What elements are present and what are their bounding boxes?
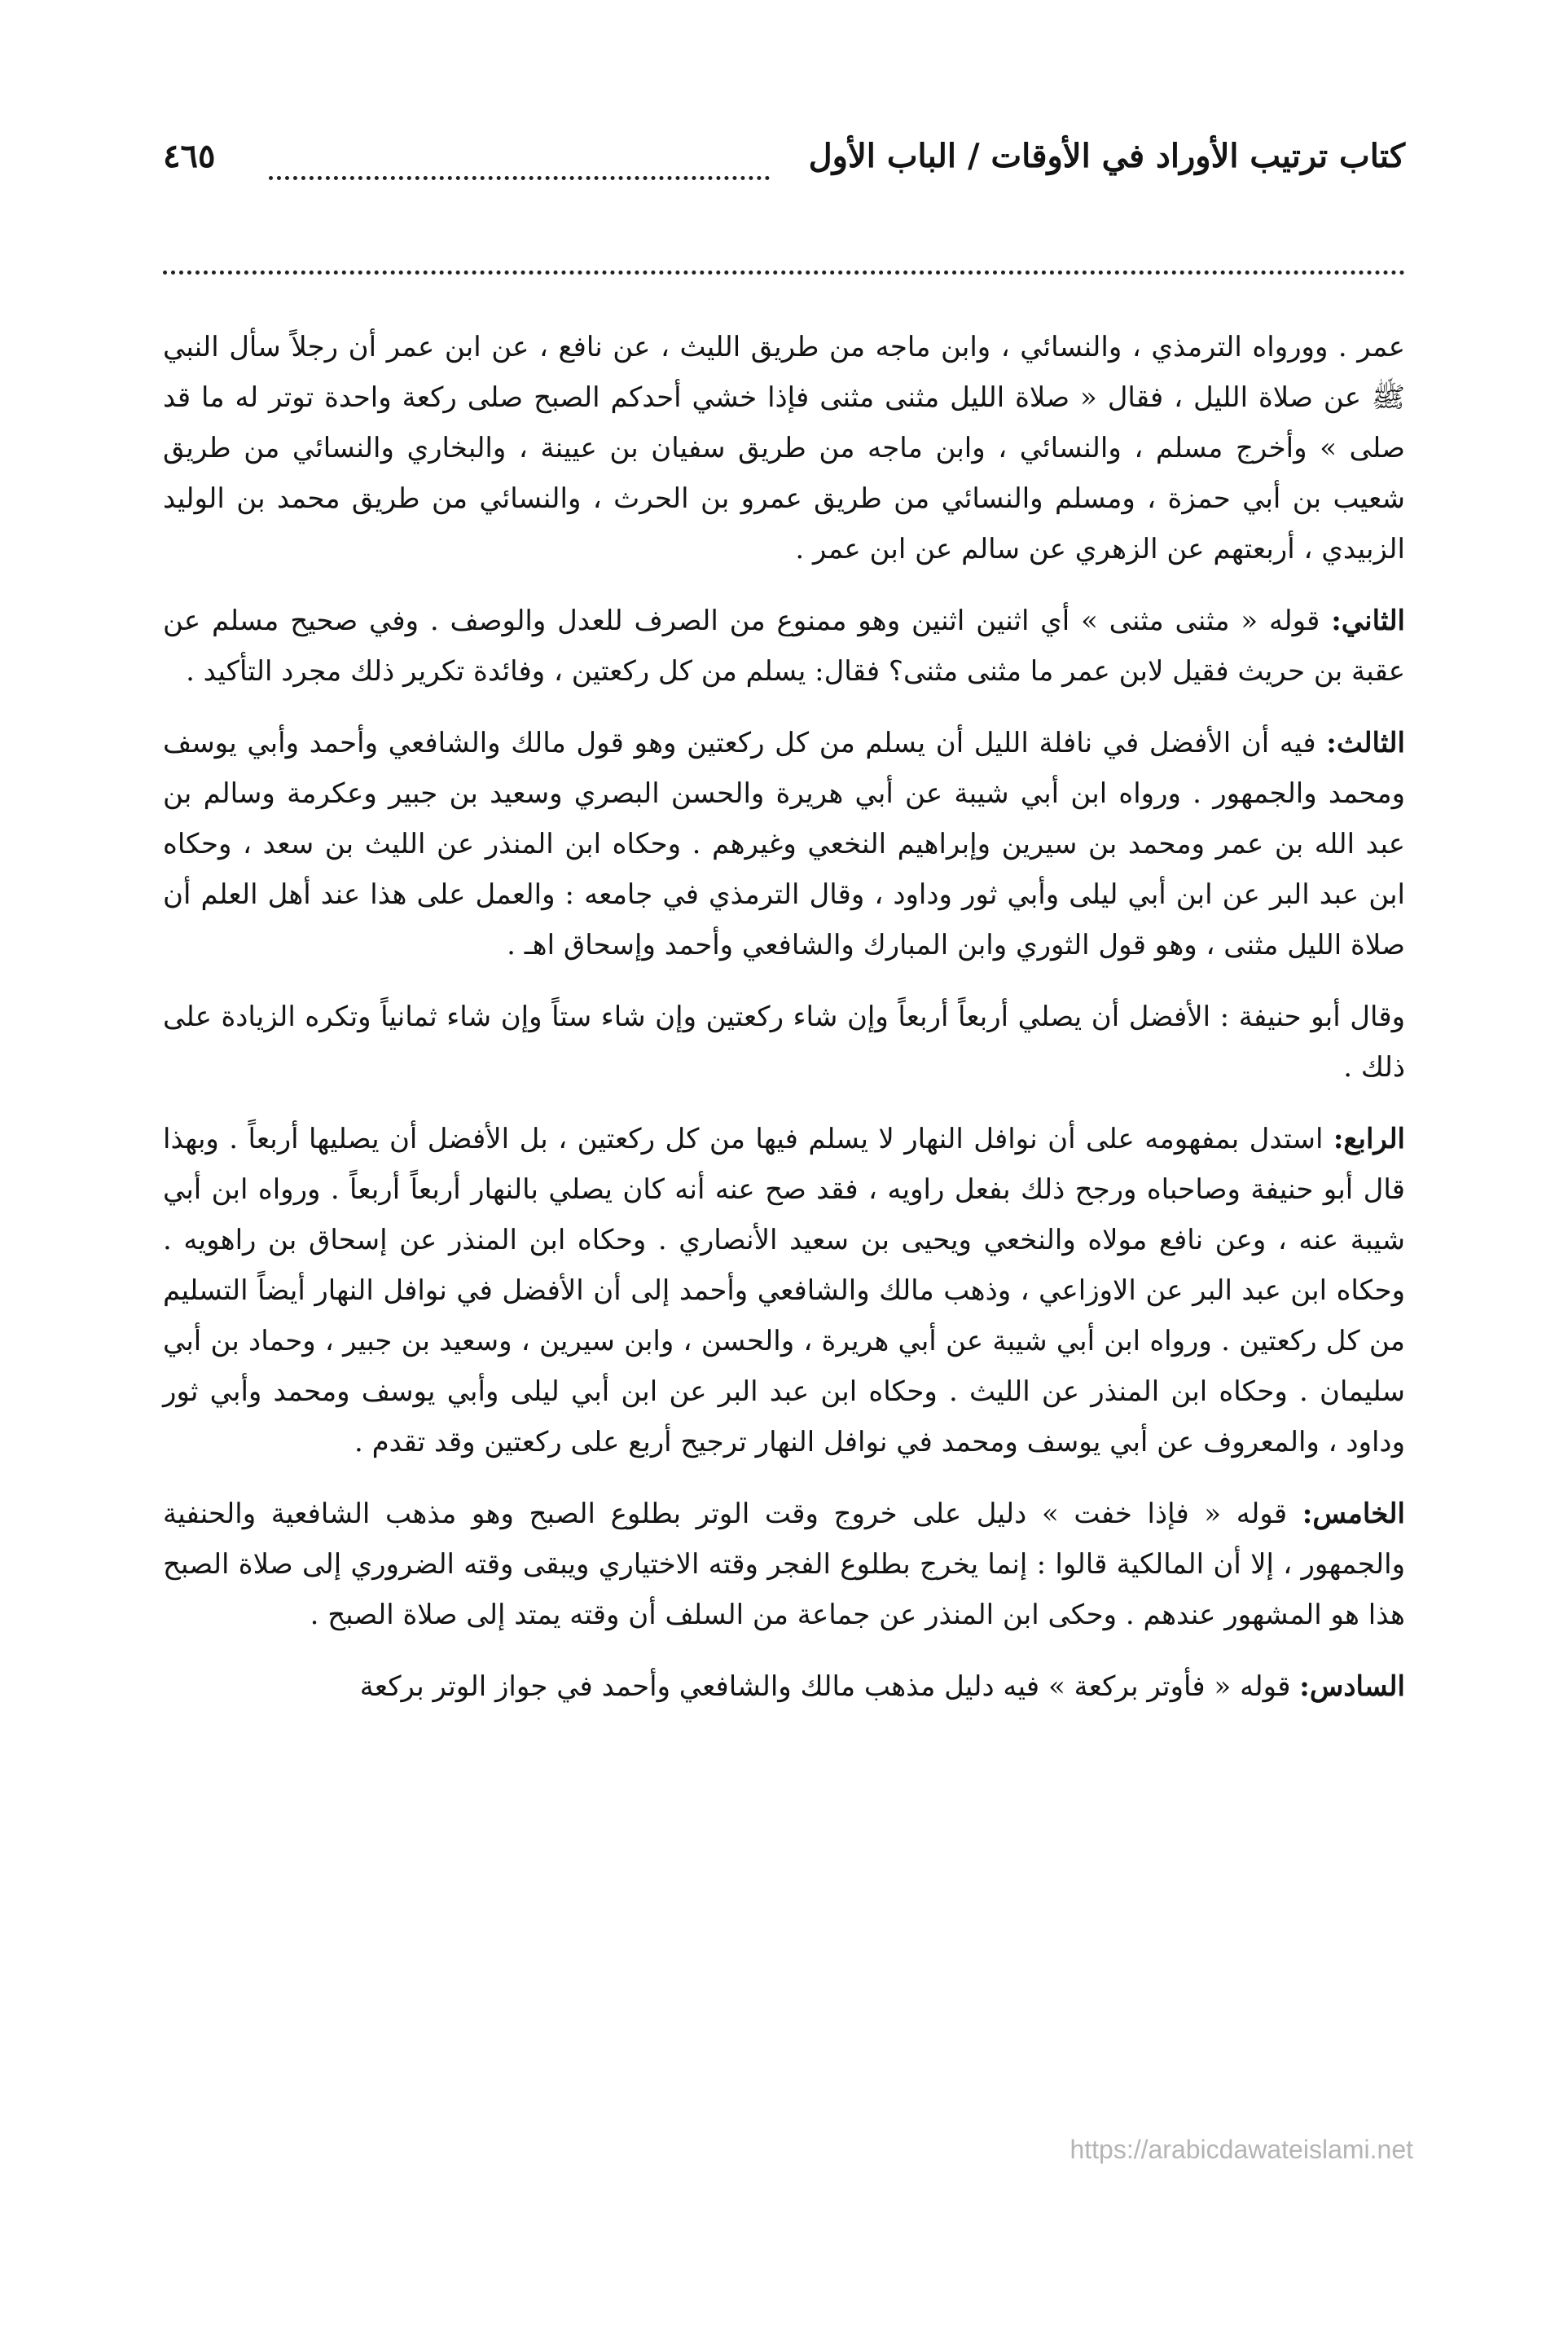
paragraph-hadith-sources (163, 322, 1405, 574)
page-body (163, 322, 1405, 1733)
running-header (163, 122, 1405, 196)
paragraph-text: وقال أبو حنيفة : الأفضل أن يصلي أربعاً أربعاً وإن شاء ركعتين وإن شاء ستاً وإن شاء ثمانياً وتكره الزيادة على ذلك . (163, 1001, 1405, 1084)
source-watermark: https://arabicdawateislami.net (1069, 2135, 1413, 2164)
paragraph-heading: الخامس: (1302, 1498, 1405, 1530)
paragraph-fifth (163, 1489, 1405, 1640)
header-separator (163, 271, 1405, 275)
paragraph-heading: الثاني: (1331, 605, 1405, 637)
paragraph-third (163, 718, 1405, 970)
paragraph-sixth (163, 1661, 1405, 1712)
paragraph-text: فيه أن الأفضل في نافلة الليل أن يسلم من كل ركعتين وهو قول مالك والشافعي وأحمد وأبي يوسف ومحمد والجمهور . ورواه ابن أبي شيبة عن أبي هريرة والحسن البصري وسعيد بن جبير وعكرمة وسالم بن عبد الله بن عمر ومحمد بن سيرين وإبراهيم النخعي وغيرهم . وحكاه ابن المنذر عن الليث بن سعد ، وحكاه ابن عبد البر عن ابن أبي ليلى وأبي ثور وداود ، وقال الترمذي في جامعه : والعمل على هذا عند أهل العلم أن صلاة الليل مثنى ، وهو قول الثوري وابن المبارك والشافعي وأحمد وإسحاق اهـ . (163, 727, 1405, 961)
paragraph-fourth (163, 1114, 1405, 1467)
page-number: ٤٦٥ (163, 137, 216, 175)
chapter-title: كتاب ترتيب الأوراد في الأوقات / الباب الأول (808, 137, 1405, 175)
paragraph-text: قوله « فإذا خفت » دليل على خروج وقت الوتر بطلوع الصبح وهو مذهب الشافعية والحنفية والجمهور ، إلا أن المالكية قالوا : إنما يخرج بطلوع الفجر وقته الاختياري ويبقى وقته الضروري إلى صلاة الصبح هذا هو المشهور عندهم . وحكى ابن المنذر عن جماعة من السلف أن وقته يمتد إلى صلاة الصبح . (163, 1498, 1405, 1631)
paragraph-heading: الرابع: (1333, 1123, 1405, 1155)
dotted-leader (269, 176, 770, 180)
paragraph-second (163, 596, 1405, 697)
paragraph-text: استدل بمفهومه على أن نوافل النهار لا يسلم فيها من كل ركعتين ، بل الأفضل أن يصليها أربعاً . وبهذا قال أبو حنيفة وصاحباه ورجح ذلك بفعل راويه ، فقد صح عنه أنه كان يصلي بالنهار أربعاً أربعاً . ورواه ابن أبي شيبة عنه ، وعن نافع مولاه والنخعي ويحيى بن سعيد الأنصاري . وحكاه ابن المنذر عن إسحاق بن راهويه . وحكاه ابن عبد البر عن الاوزاعي ، وذهب مالك والشافعي وأحمد إلى أن الأفضل في نوافل النهار أيضاً التسليم من كل ركعتين . ورواه ابن أبي شيبة عن أبي هريرة ، والحسن ، وابن سيرين ، وسعيد بن جبير ، وحماد بن أبي سليمان . وحكاه ابن المنذر عن الليث . وحكاه ابن عبد البر عن ابن أبي ليلى وأبي يوسف ومحمد وأبي ثور وداود ، والمعروف عن أبي يوسف ومحمد في نوافل النهار ترجيح أربع على ركعتين وقد تقدم . (163, 1123, 1405, 1458)
paragraph-heading: السادس: (1299, 1670, 1405, 1703)
paragraph-text: عمر . وورواه الترمذي ، والنسائي ، وابن ماجه من طريق الليث ، عن نافع ، عن ابن عمر أن رجلاً سأل النبي ﷺ عن صلاة الليل ، فقال « صلاة الليل مثنى مثنى فإذا خشي أحدكم الصبح صلى ركعة واحدة توتر له ما قد صلى » وأخرج مسلم ، والنسائي ، وابن ماجه من طريق سفيان بن عيينة ، والبخاري والنسائي من طريق شعيب بن أبي حمزة ، ومسلم والنسائي من طريق عمرو بن الحرث ، والنسائي من طريق محمد بن الوليد الزبيدي ، أربعتهم عن الزهري عن سالم عن ابن عمر . (163, 331, 1405, 565)
paragraph-text: قوله « مثنى مثنى » أي اثنين اثنين وهو ممنوع من الصرف للعدل والوصف . وفي صحيح مسلم عن عقبة بن حريث فقيل لابن عمر ما مثنى مثنى؟ فقال: يسلم من كل ركعتين ، وفائدة تكرير ذلك مجرد التأكيد . (163, 605, 1405, 688)
paragraph-text: قوله « فأوتر بركعة » فيه دليل مذهب مالك والشافعي وأحمد في جواز الوتر بركعة (359, 1670, 1300, 1703)
paragraph-heading: الثالث: (1326, 727, 1405, 759)
paragraph-abu-hanifa (163, 992, 1405, 1093)
